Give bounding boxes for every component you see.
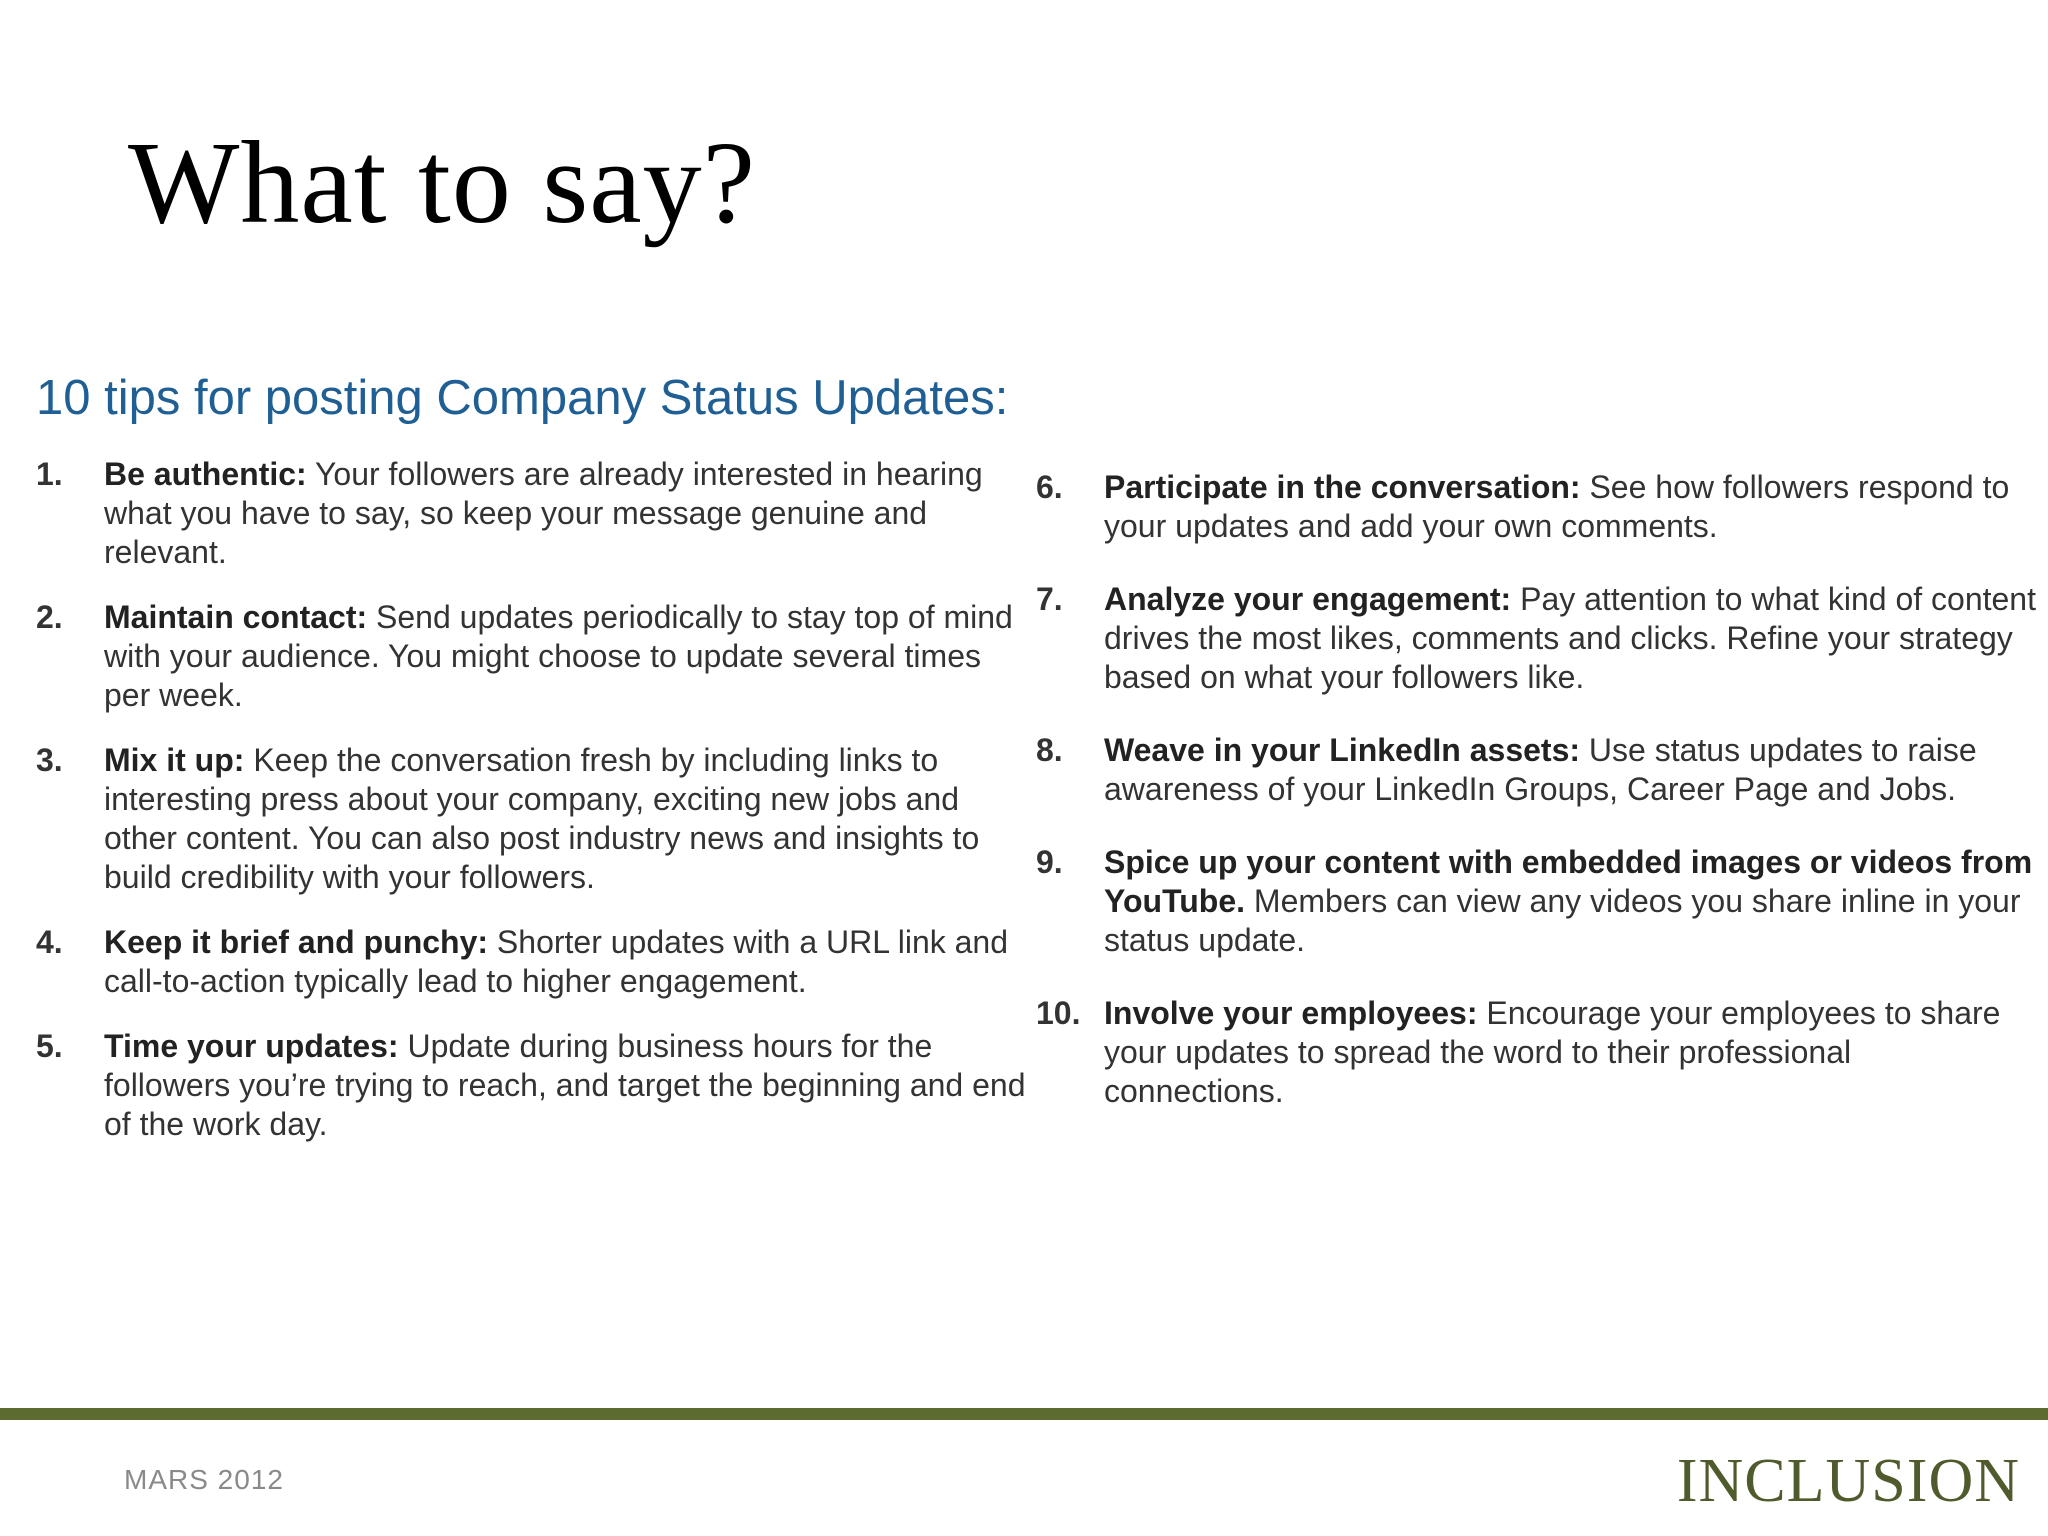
- tip-lead: Weave in your LinkedIn assets:: [1104, 732, 1581, 768]
- tip-lead: Spice up your content with embedded images or videos from YouTube.: [1104, 844, 2033, 919]
- tip-item: [36, 455, 1026, 572]
- tip-item: [36, 1027, 1026, 1144]
- tip-number: 7.: [1036, 581, 1063, 617]
- tips-list-left: [36, 455, 1026, 1170]
- tip-item: [1036, 468, 2036, 546]
- tip-item: [36, 923, 1026, 1001]
- tip-number: 5.: [36, 1028, 63, 1064]
- tip-item: [1036, 843, 2036, 960]
- tip-number: 1.: [36, 456, 63, 492]
- tip-text: Keep the conversation fresh by including links to interesting press about your company, exciting new jobs and other content. You can also post industry news and insights to build credibility with your followers.: [104, 742, 980, 895]
- tip-lead: Be authentic:: [104, 456, 307, 492]
- tip-text: Use status updates to raise awareness of your LinkedIn Groups, Career Page and Jobs.: [1104, 732, 1977, 807]
- tip-lead: Participate in the conversation:: [1104, 469, 1581, 505]
- tip-number: 9.: [1036, 844, 1063, 880]
- footer-date: MARS 2012: [124, 1464, 284, 1495]
- tip-item: [1036, 731, 2036, 809]
- tip-number: 4.: [36, 924, 63, 960]
- tip-text: Shorter updates with a URL link and call-to-action typically lead to higher engagement.: [104, 924, 1009, 999]
- tip-item: [36, 741, 1026, 897]
- tip-number: 3.: [36, 742, 63, 778]
- tip-text: See how followers respond to your updates and add your own comments.: [1104, 469, 2010, 544]
- tip-number: 2.: [36, 599, 63, 635]
- tip-number: 6.: [1036, 469, 1063, 505]
- tips-heading: 10 tips for posting Company Status Updates:: [36, 371, 1009, 425]
- slide-title: What to say?: [128, 117, 756, 248]
- inclusion-logo: INCLUSION: [1676, 1447, 2020, 1515]
- tip-lead: Time your updates:: [104, 1028, 399, 1064]
- tip-item: [1036, 580, 2036, 697]
- tip-text: Update during business hours for the followers you’re trying to reach, and target the beginning and end of the work day.: [104, 1028, 1026, 1142]
- tip-text: Encourage your employees to share your updates to spread the word to their professional connections.: [1104, 995, 2001, 1109]
- tip-text: Members can view any videos you share inline in your status update.: [1104, 883, 2021, 958]
- tip-text: Your followers are already interested in hearing what you have to say, so keep your message genuine and relevant.: [104, 456, 983, 570]
- tips-list-right: [1036, 468, 2036, 1145]
- tip-text: Send updates periodically to stay top of mind with your audience. You might choose to update several times per week.: [104, 599, 1013, 713]
- tip-lead: Keep it brief and punchy:: [104, 924, 489, 960]
- tip-number: 10.: [1036, 995, 1081, 1031]
- tip-number: 8.: [1036, 732, 1063, 768]
- tip-lead: Mix it up:: [104, 742, 245, 778]
- tip-lead: Involve your employees:: [1104, 995, 1478, 1031]
- tip-item: [1036, 994, 2036, 1111]
- tip-lead: Maintain contact:: [104, 599, 368, 635]
- footer-divider: [0, 1408, 2048, 1420]
- tip-item: [36, 598, 1026, 715]
- tip-lead: Analyze your engagement:: [1104, 581, 1512, 617]
- tip-text: Pay attention to what kind of content drives the most likes, comments and clicks. Refine your strategy based on what your followers like.: [1104, 581, 2036, 695]
